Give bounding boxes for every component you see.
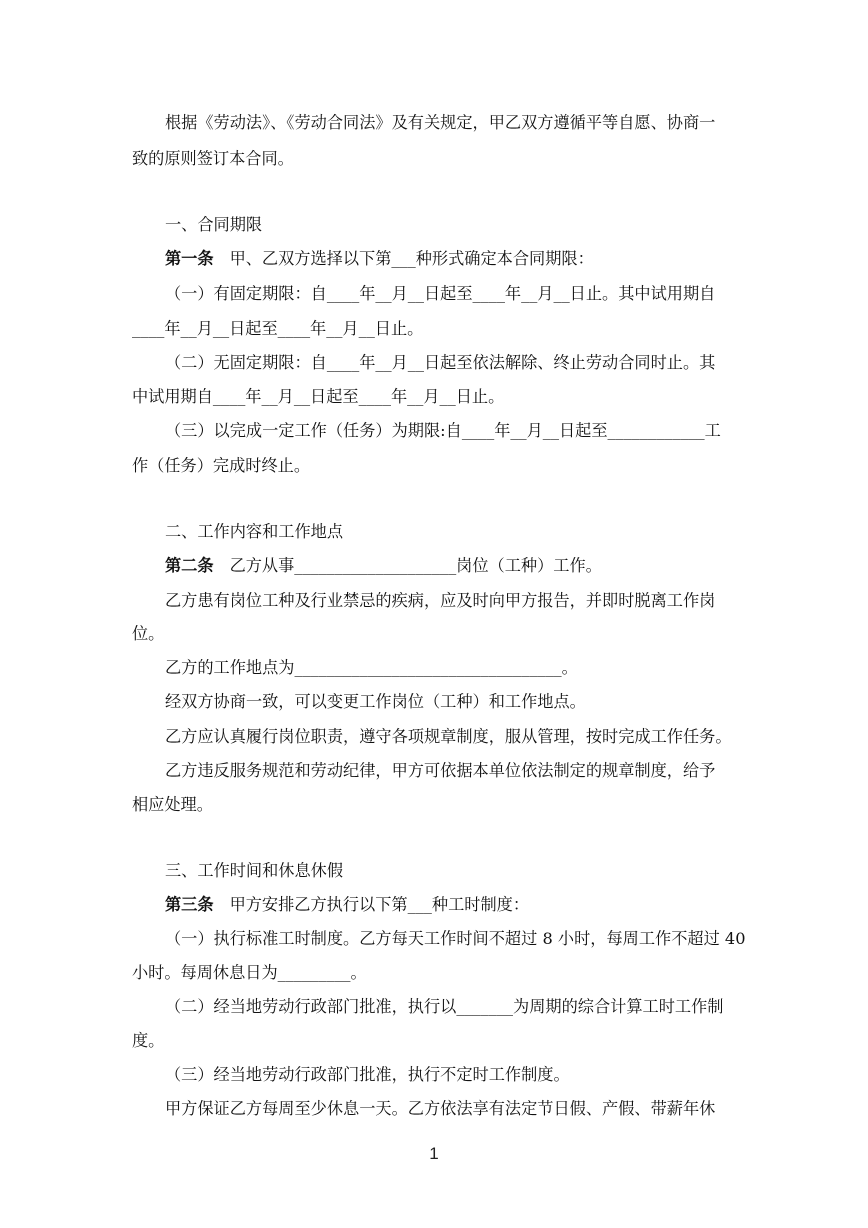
s2-paragraph-1-line-1: 乙方患有岗位工种及行业禁忌的疾病，应及时向甲方报告，并即时脱离工作岗 <box>165 591 716 610</box>
s2-paragraph-1-line-2: 位。 <box>132 624 165 643</box>
article-2-text: 乙方从事____________________岗位（工种）工作。 <box>229 556 602 575</box>
s2-paragraph-3: 经双方协商一致，可以变更工作岗位（工种）和工作地点。 <box>165 692 586 711</box>
article-2-label: 第二条 <box>165 556 214 575</box>
section-2-heading: 二、工作内容和工作地点 <box>165 522 344 541</box>
article-2 <box>165 550 602 582</box>
s3-paragraph-last: 甲方保证乙方每周至少休息一天。乙方依法享有法定节日假、产假、带薪年休 <box>165 1099 716 1118</box>
s3-option-2-line-1: （二）经当地劳动行政部门批准，执行以_______为周期的综合计算工时工作制 <box>165 997 724 1016</box>
s1-option-2-line-1: （二）无固定期限：自____年__月__日起至依法解除、终止劳动合同时止。其 <box>165 353 716 372</box>
article-1 <box>165 243 594 275</box>
s1-option-1-line-2: ____年__月__日起至____年__月__日止。 <box>132 319 424 338</box>
s2-paragraph-5-line-2: 相应处理。 <box>132 795 213 814</box>
article-1-label: 第一条 <box>165 249 214 268</box>
s2-paragraph-4: 乙方应认真履行岗位职责，遵守各项规章制度，服从管理，按时完成工作任务。 <box>165 727 732 746</box>
s3-option-2-line-2: 度。 <box>132 1031 165 1050</box>
article-3 <box>165 889 529 921</box>
s1-option-1-line-1: （一）有固定期限：自____年__月__日起至____年__月__日止。其中试用期自 <box>165 284 716 303</box>
article-3-label: 第三条 <box>165 895 214 914</box>
intro-line-1: 根据《劳动法》、《劳动合同法》及有关规定，甲乙双方遵循平等自愿、协商一 <box>165 113 716 132</box>
s1-option-2-line-2: 中试用期自____年__月__日起至____年__月__日止。 <box>132 387 505 406</box>
s2-paragraph-5-line-1: 乙方违反服务规范和劳动纪律，甲方可依据本单位依法制定的规章制度，给予 <box>165 761 716 780</box>
s3-option-1-line-1: （一）执行标准工时制度。乙方每天工作时间不超过 8 小时，每周工作不超过 40 <box>165 929 746 948</box>
intro-line-2: 致的原则签订本合同。 <box>132 149 294 168</box>
article-1-text: 甲、乙双方选择以下第___种形式确定本合同期限： <box>229 249 594 268</box>
s3-option-1-line-2: 小时。每周休息日为_________。 <box>132 963 367 982</box>
s2-paragraph-2: 乙方的工作地点为_________________________________。 <box>165 658 578 677</box>
section-1-heading: 一、合同期限 <box>165 215 263 234</box>
page-number: 1 <box>429 1144 439 1163</box>
s1-option-3-line-2: 作（任务）完成时终止。 <box>132 456 311 475</box>
article-3-text: 甲方安排乙方执行以下第___种工时制度： <box>229 895 530 914</box>
s1-option-3-line-1: （三）以完成一定工作（任务）为期限:自____年__月__日起至____________工 <box>165 421 721 440</box>
s3-option-3: （三）经当地劳动行政部门批准，执行不定时工作制度。 <box>165 1065 570 1084</box>
section-3-heading: 三、工作时间和休息休假 <box>165 861 344 880</box>
